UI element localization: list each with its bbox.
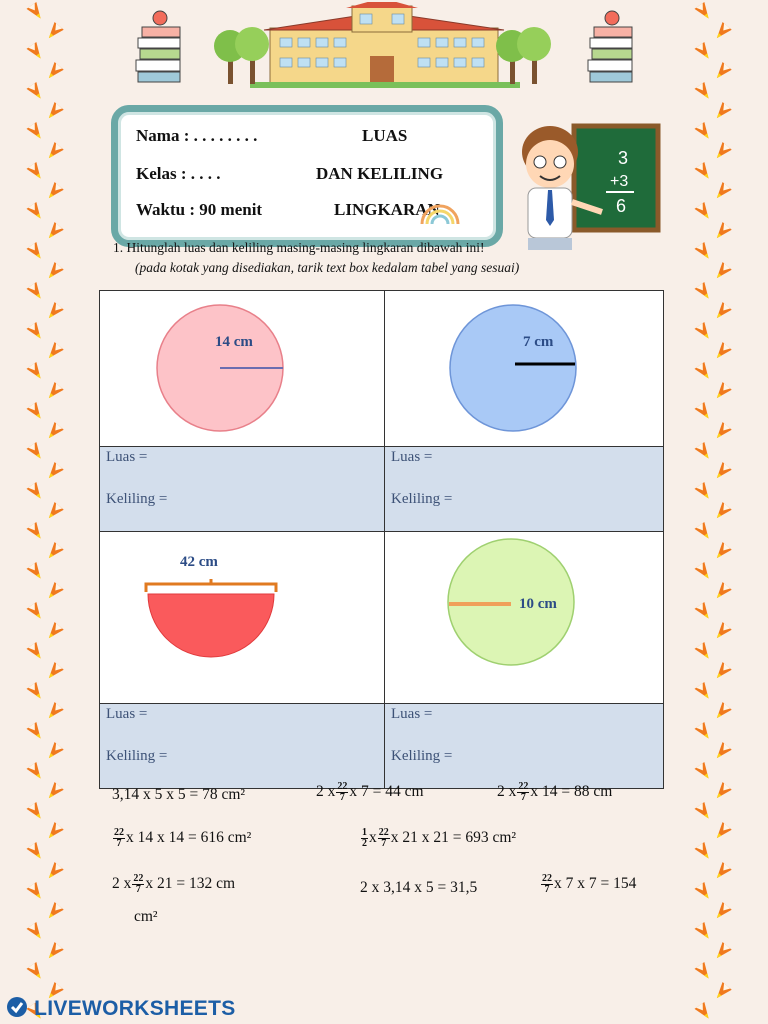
candy-corn-icon <box>26 962 45 982</box>
candy-corn-icon <box>44 262 63 282</box>
candy-corn-icon <box>26 162 45 182</box>
candy-corn-icon <box>712 862 731 882</box>
candy-corn-icon <box>26 82 45 102</box>
candy-corn-icon <box>44 862 63 882</box>
question-line-1: 1. Hitunglah luas dan keliling masing-masing lingkaran dibawah ini! <box>113 240 485 255</box>
candy-corn-icon <box>712 342 731 362</box>
circle-exercise-table <box>99 290 664 789</box>
figure-cell-3 <box>100 532 385 704</box>
keliling-label-4: Keliling = <box>391 748 453 764</box>
candy-corn-icon <box>712 22 731 42</box>
candy-corn-icon <box>44 102 63 122</box>
formula-box-3[interactable] <box>497 782 612 803</box>
candy-corn-icon <box>26 722 45 742</box>
candy-corn-icon <box>712 462 731 482</box>
svg-text:6: 6 <box>616 196 627 216</box>
book-stack-icon-right <box>588 11 632 82</box>
candy-corn-icon <box>694 242 713 262</box>
candy-corn-icon <box>26 802 45 822</box>
formula-2-suffix: x 7 = 44 cm <box>349 783 424 801</box>
candy-corn-icon <box>694 442 713 462</box>
candy-corn-icon <box>44 742 63 762</box>
fraction-1-2: $\frac{1}{2}$ <box>362 827 367 849</box>
candy-corn-icon <box>694 202 713 222</box>
candy-corn-icon <box>44 902 63 922</box>
candy-corn-icon <box>44 662 63 682</box>
candy-corn-icon <box>712 182 731 202</box>
candy-corn-icon <box>44 822 63 842</box>
candy-corn-icon <box>694 482 713 502</box>
candy-corn-icon <box>712 942 731 962</box>
formula-box-7[interactable]: 2 x 3,14 x 5 = 31,5 <box>360 879 478 896</box>
candy-corn-icon <box>26 602 45 622</box>
formula-3-suffix: x 14 = 88 cm <box>530 783 613 801</box>
candy-corn-icon <box>712 582 731 602</box>
candy-corn-icon <box>694 2 713 22</box>
candy-corn-icon <box>712 982 731 1002</box>
candy-corn-icon <box>26 362 45 382</box>
candy-corn-icon <box>44 22 63 42</box>
candy-corn-icon <box>712 62 731 82</box>
answer-text-boxes <box>112 782 672 932</box>
candy-corn-icon <box>26 242 45 262</box>
candy-corn-icon <box>694 1002 713 1022</box>
candy-corn-icon <box>694 642 713 662</box>
candy-corn-icon <box>694 162 713 182</box>
candy-corn-icon <box>26 562 45 582</box>
candy-corn-icon <box>26 202 45 222</box>
candy-corn-icon <box>712 782 731 802</box>
book-stack-icon <box>136 11 180 82</box>
candy-corn-icon <box>694 842 713 862</box>
candy-corn-icon <box>26 2 45 22</box>
candy-corn-icon <box>26 522 45 542</box>
candy-corn-icon <box>712 902 731 922</box>
circle-14cm <box>100 291 384 441</box>
candy-corn-icon <box>26 442 45 462</box>
candy-corn-icon <box>44 422 63 442</box>
candy-corn-icon <box>44 782 63 802</box>
rainbow-icon <box>418 196 462 226</box>
student-info-box <box>111 105 503 247</box>
candy-corn-icon <box>694 602 713 622</box>
liveworksheets-icon <box>6 996 28 1018</box>
title-line-1: LUAS <box>362 126 408 145</box>
formula-box-1[interactable]: 3,14 x 5 x 5 = 78 cm² <box>112 786 246 803</box>
liveworksheets-logo <box>6 996 236 1021</box>
candy-corn-icon <box>694 402 713 422</box>
candy-corn-icon <box>26 482 45 502</box>
candy-corn-icon <box>44 622 63 642</box>
candy-corn-icon <box>694 42 713 62</box>
radius-label-4: 10 cm <box>519 596 557 612</box>
candy-corn-icon <box>26 322 45 342</box>
candy-corn-icon <box>712 622 731 642</box>
liveworksheets-logo-text: LIVEWORKSHEETS <box>34 997 236 1020</box>
figure-cell-2 <box>385 291 664 447</box>
candy-corn-icon <box>694 922 713 942</box>
svg-text:3: 3 <box>618 148 629 168</box>
radius-label-1: 14 cm <box>215 334 253 350</box>
figure-cell-1 <box>100 291 385 447</box>
candy-corn-icon <box>694 802 713 822</box>
formula-box-4[interactable] <box>112 828 251 849</box>
candy-corn-icon <box>712 222 731 242</box>
candy-corn-icon <box>44 222 63 242</box>
candy-corn-icon <box>26 282 45 302</box>
semicircle-42cm <box>100 532 384 698</box>
formula-6-prefix: 2 x <box>112 875 132 893</box>
candy-corn-icon <box>44 62 63 82</box>
candy-corn-icon <box>694 562 713 582</box>
school-building-icon <box>250 2 520 88</box>
candy-corn-icon <box>712 822 731 842</box>
candy-corn-icon <box>44 382 63 402</box>
formula-4-suffix: x 14 x 14 = 616 cm² <box>126 829 252 847</box>
candy-corn-icon <box>44 142 63 162</box>
formula-box-5[interactable] <box>360 828 516 849</box>
candy-corn-icon <box>712 302 731 322</box>
fraction-22-7: $\frac{22}{7}$ <box>518 781 529 803</box>
question-line-2: (pada kotak yang disediakan, tarik text box kedalam tabel yang sesuai) <box>135 260 520 275</box>
candy-corn-icon <box>694 522 713 542</box>
candy-corn-icon <box>44 942 63 962</box>
circle-7cm <box>385 291 663 441</box>
time-label: Waktu : 90 menit <box>136 200 263 219</box>
school-header-illustration <box>120 2 640 98</box>
formula-6-unit: cm² <box>134 908 158 925</box>
keliling-label-3: Keliling = <box>106 748 168 764</box>
candy-corn-icon <box>712 662 731 682</box>
fraction-22-7: $\frac{22}{7}$ <box>542 873 552 895</box>
candy-corn-icon <box>694 322 713 342</box>
class-field-label[interactable]: Kelas : . . . . <box>136 164 221 183</box>
candy-corn-icon <box>44 462 63 482</box>
answer-cell-1[interactable] <box>100 447 385 532</box>
radius-label-2: 7 cm <box>523 334 554 350</box>
formula-3-prefix: 2 x <box>497 783 517 801</box>
title-line-3: LINGKARAN <box>334 200 440 219</box>
answer-cell-2[interactable] <box>385 447 664 532</box>
formula-5-times: x <box>369 829 377 847</box>
candy-corn-icon <box>44 182 63 202</box>
fraction-22-7: $\frac{22}{7}$ <box>114 827 124 849</box>
candy-corn-icon <box>26 922 45 942</box>
candy-corn-icon <box>44 582 63 602</box>
candy-corn-icon <box>26 762 45 782</box>
fraction-22-7: $\frac{22}{7}$ <box>337 781 348 803</box>
candy-corn-icon <box>712 142 731 162</box>
figure-cell-4 <box>385 532 664 704</box>
circle-10cm <box>385 532 663 698</box>
formula-5-suffix: x 21 x 21 = 693 cm² <box>390 829 517 847</box>
name-field-label[interactable]: Nama : . . . . . . . . <box>136 126 258 145</box>
candy-corn-icon <box>712 702 731 722</box>
candy-corn-icon <box>694 362 713 382</box>
candy-corn-icon <box>694 122 713 142</box>
formula-box-6[interactable] <box>112 874 235 895</box>
diameter-label-3: 42 cm <box>180 554 218 570</box>
luas-label-4: Luas = <box>391 706 433 722</box>
candy-corn-icon <box>44 542 63 562</box>
candy-corn-icon <box>694 682 713 702</box>
teacher-illustration <box>506 116 664 250</box>
candy-corn-icon <box>712 262 731 282</box>
candy-corn-icon <box>44 702 63 722</box>
fraction-22-7: $\frac{22}{7}$ <box>133 873 144 895</box>
candy-corn-icon <box>694 882 713 902</box>
formula-box-8[interactable] <box>540 874 636 895</box>
formula-box-2[interactable] <box>316 782 424 803</box>
candy-corn-icon <box>44 302 63 322</box>
question-instructions <box>113 238 519 278</box>
candy-corn-icon <box>712 422 731 442</box>
answer-cell-4[interactable] <box>385 704 664 789</box>
candy-corn-icon <box>26 642 45 662</box>
candy-corn-icon <box>712 382 731 402</box>
candy-corn-icon <box>26 402 45 422</box>
candy-corn-icon <box>712 542 731 562</box>
candy-corn-icon <box>26 682 45 702</box>
candy-corn-icon <box>694 722 713 742</box>
luas-label-1: Luas = <box>106 449 148 465</box>
luas-label-2: Luas = <box>391 449 433 465</box>
formula-8-suffix: x 7 x 7 = 154 <box>554 875 637 893</box>
fraction-22-7: $\frac{22}{7}$ <box>378 827 389 849</box>
right-border-decoration <box>694 0 746 1024</box>
left-border-decoration <box>26 0 78 1024</box>
answer-cell-3[interactable] <box>100 704 385 789</box>
keliling-label-2: Keliling = <box>391 491 453 507</box>
formula-6-suffix: x 21 = 132 cm <box>145 875 236 893</box>
svg-text:+3: +3 <box>610 173 629 190</box>
candy-corn-icon <box>694 282 713 302</box>
candy-corn-icon <box>712 742 731 762</box>
keliling-label-1: Keliling = <box>106 491 168 507</box>
candy-corn-icon <box>26 122 45 142</box>
title-line-2: DAN KELILING <box>316 164 444 183</box>
candy-corn-icon <box>712 502 731 522</box>
candy-corn-icon <box>44 342 63 362</box>
formula-2-prefix: 2 x <box>316 783 336 801</box>
luas-label-3: Luas = <box>106 706 148 722</box>
candy-corn-icon <box>694 82 713 102</box>
candy-corn-icon <box>694 962 713 982</box>
candy-corn-icon <box>26 842 45 862</box>
candy-corn-icon <box>712 102 731 122</box>
candy-corn-icon <box>44 502 63 522</box>
candy-corn-icon <box>26 42 45 62</box>
candy-corn-icon <box>26 882 45 902</box>
candy-corn-icon <box>694 762 713 782</box>
